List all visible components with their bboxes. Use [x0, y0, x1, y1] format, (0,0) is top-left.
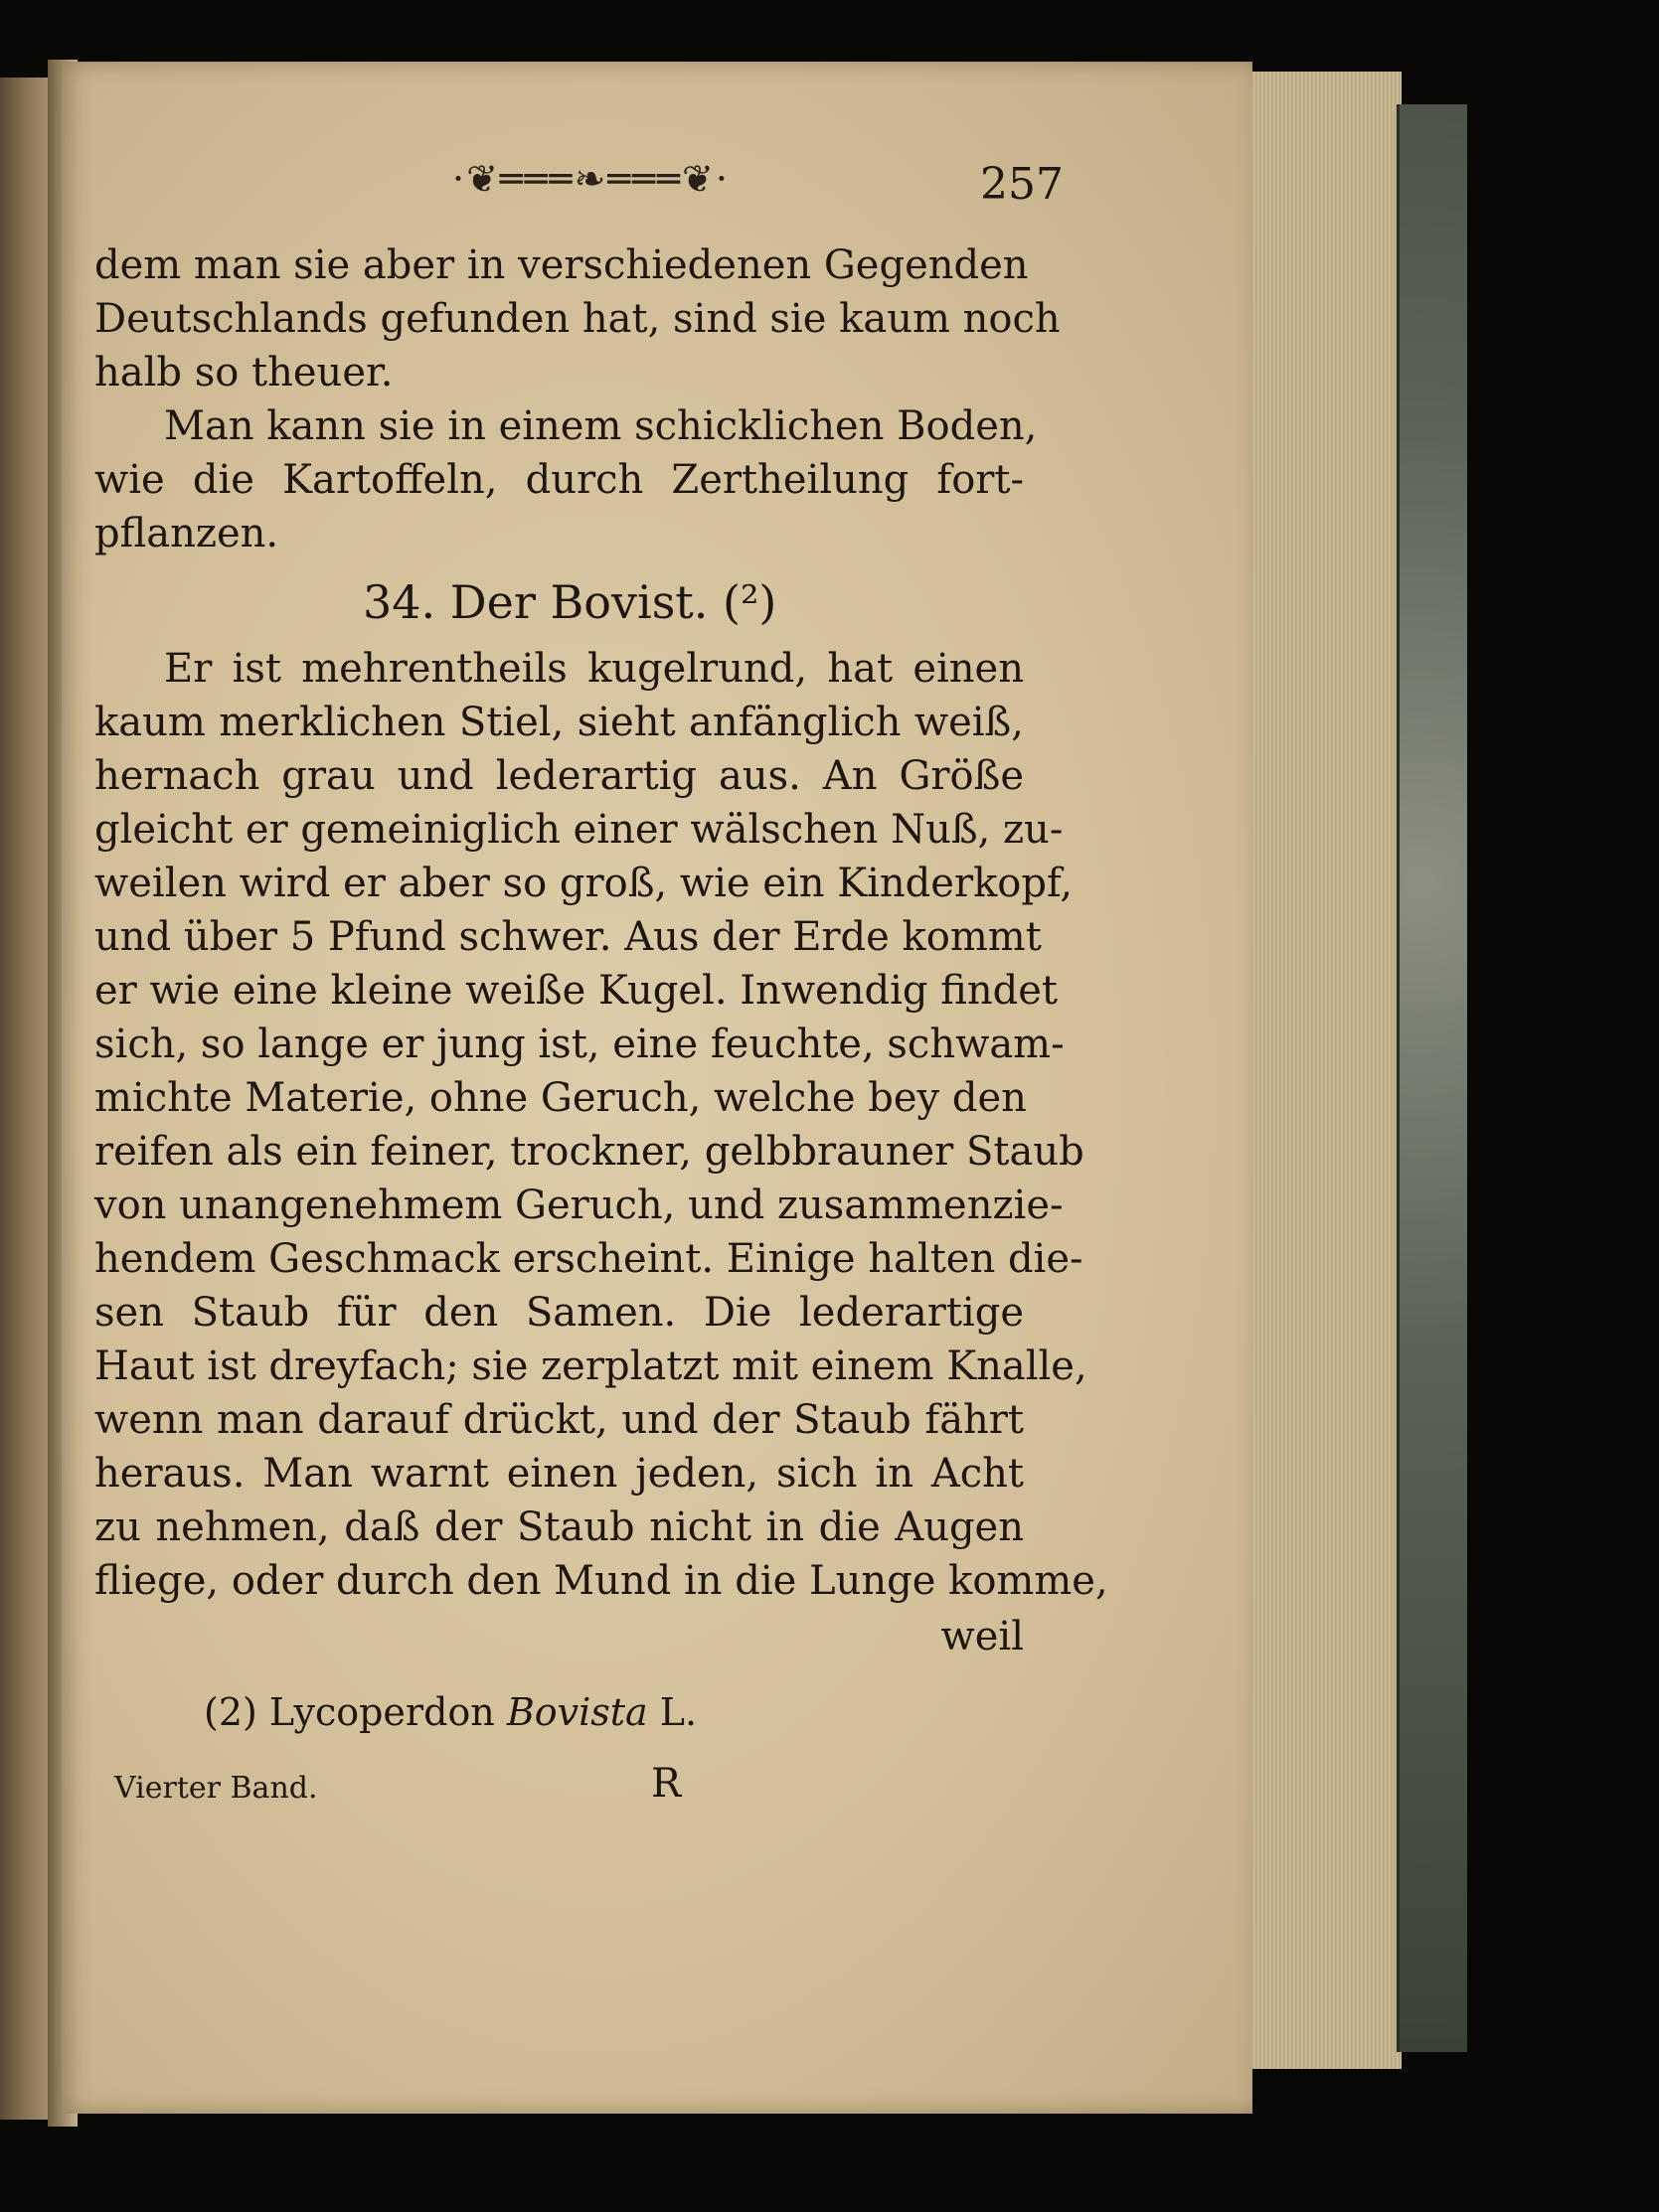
volume-signature: Vierter Band.	[114, 1771, 318, 1806]
catchword: weil	[940, 1614, 1024, 1659]
text-line: michte Materie, ohne Geruch, welche bey den	[94, 1075, 1027, 1121]
text-line: Er ist mehrentheils kugelrund, hat einen	[164, 646, 1024, 692]
text-line: er wie eine kleine weiße Kugel. Inwendig findet	[94, 968, 1059, 1014]
text-line: halb so theuer.	[94, 350, 394, 395]
text-line: heraus. Man warnt einen jeden, sich in Acht	[94, 1451, 1024, 1497]
text-line: fliege, oder durch den Mund in die Lunge komme,	[94, 1558, 1108, 1604]
page-number: 257	[980, 159, 1064, 210]
text-line: zu nehmen, daß der Staub nicht in die Augen	[94, 1504, 1024, 1550]
text-line: wie die Kartoffeln, durch Zertheilung fort-	[94, 457, 1024, 503]
text-line: sich, so lange er jung ist, eine feuchte, schwam-	[94, 1022, 1065, 1067]
text-line: weilen wird er aber so groß, wie ein Kinderkopf,	[94, 861, 1074, 906]
header-ornament: ·❦═══❧═══❦·	[452, 157, 730, 201]
text-line: kaum merklichen Stiel, sieht anfänglich weiß,	[94, 700, 1024, 745]
text-line: hernach grau und lederartig aus. An Größe	[94, 753, 1024, 799]
footnote	[94, 1685, 1024, 1739]
text-line: Man kann sie in einem schicklichen Boden,	[164, 403, 1038, 449]
text-line: reifen als ein feiner, trockner, gelbbrauner Staub	[94, 1129, 1084, 1175]
gathering-signature: R	[651, 1761, 682, 1807]
page-header	[94, 149, 1064, 238]
page-text	[94, 149, 1108, 1820]
page-stack-edge	[1250, 72, 1402, 2069]
footnote-suffix: L.	[647, 1690, 698, 1734]
text-line: von unangenehmem Geruch, und zusammenzie-	[94, 1183, 1064, 1228]
book-cover	[1397, 104, 1467, 2052]
footnote-italic: Bovista	[506, 1690, 648, 1734]
text-line: dem man sie aber in verschiedenen Gegenden	[94, 242, 1029, 288]
text-line: und über 5 Pfund schwer. Aus der Erde kommt	[94, 914, 1042, 960]
text-line: wenn man darauf drückt, und der Staub fährt	[94, 1397, 1024, 1443]
section-heading: 34. Der Bovist. (²)	[363, 575, 777, 629]
text-line: Haut ist dreyfach; sie zerplatzt mit einem Knalle,	[94, 1343, 1087, 1389]
text-line: sen Staub für den Samen. Die lederartige	[94, 1290, 1024, 1336]
signature-row	[94, 1761, 1024, 1820]
text-line: gleicht er gemeiniglich einer wälschen Nuß, zu-	[94, 807, 1064, 853]
text-line: Deutschlands gefunden hat, sind sie kaum noch	[94, 296, 1061, 342]
text-line: hendem Geschmack erscheint. Einige halten die-	[94, 1236, 1083, 1282]
footnote-prefix: (2) Lycoperdon	[204, 1690, 507, 1734]
text-line: pflanzen.	[94, 511, 279, 556]
